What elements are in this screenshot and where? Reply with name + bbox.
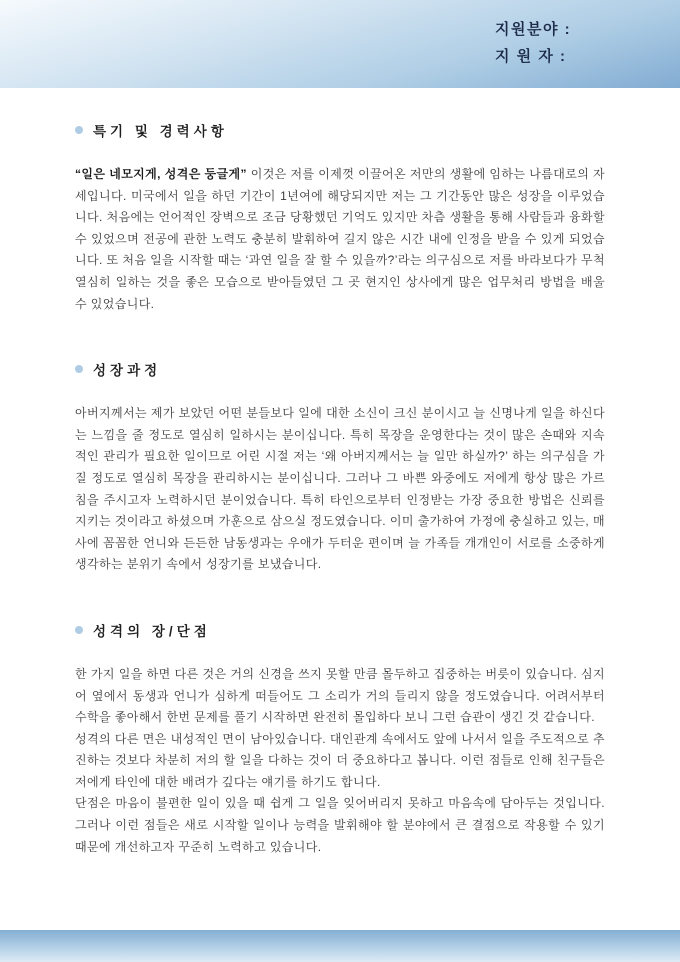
header-labels <box>495 16 571 70</box>
paragraph: 단점은 마음이 불편한 일이 있을 때 쉽게 그 일을 잊어버리지 못하고 마음속에 담아두는 것입니다. 그러나 이런 점들은 새로 시작할 일이나 능력을 발휘해야 할 분야에서 큰 결점으로 작용할 수 있기 때문에 개선하고자 꾸준히 노력하고 있습니다. <box>75 796 605 854</box>
bullet-icon <box>75 126 83 134</box>
section-title: 특기 및 경력사항 <box>93 124 228 139</box>
paragraph-text: 이것은 저를 이제껏 이끌어온 저만의 생활에 임하는 나름대로의 자세입니다. 미국에서 일을 하던 기간이 1년여에 해당되지만 저는 그 기간동안 많은 성장을 이루었습니다. 처음에는 언어적인 장벽으로 조금 당황했던 기억도 있지만 차츰 생활을 통해 사람들과 융화할 수 있었으며 전공에 관한 노력도 충분히 발휘하여 길지 않은 시간 내에 인정을 받을 수 있게 되었습니다. 또 처음 일을 시작할 때는 ‘과연 일을 잘 할 수 있을까?’라는 의구심으로 저를 바라보다가 무척 열심히 일하는 것을 좋은 모습으로 받아들였던 그 곳 현지인 상사에게 많은 업무처리 방법을 배울 수 있었습니다. <box>75 167 605 311</box>
section-growth <box>75 359 605 576</box>
header-applicant-label: 지 원 자 : <box>495 48 567 65</box>
section-title-row <box>75 120 605 140</box>
header-field-label: 지원분야 : <box>495 21 572 38</box>
document-body <box>0 88 680 930</box>
bullet-icon <box>75 626 83 634</box>
footer-band <box>0 930 680 962</box>
section-personality <box>75 620 605 858</box>
section-title: 성격의 장/단점 <box>93 623 211 639</box>
section-title-row <box>75 359 605 379</box>
paragraph: 아버지께서는 제가 보았던 어떤 분들보다 일에 대한 소신이 크신 분이시고 늘 신명나게 일을 하신다는 느낌을 줄 정도로 열심히 일하시는 분이십니다. 특히 목장을 운영한다는 것이 많은 손때와 지속적인 관리가 필요한 일이므로 어린 시절 저는 ‘왜 아버지께서는 늘 일만 하실까?’ 하는 의구심을 가질 정도로 열심히 목장을 관리하시는 분이십니다. 그러나 그 바쁜 와중에도 저에게 항상 많은 가르침을 주시고자 노력하시던 분이었습니다. 특히 타인으로부터 인정받는 가장 중요한 방법은 신뢰를 지키는 것이라고 하셨으며 가훈으로 삼으실 정도였습니다. 이미 출가하여 가정에 충실하고 있는, 매사에 꼼꼼한 언니와 든든한 남동생과는 우애가 두터운 편이며 늘 가족들 개개인이 서로를 소중하게 생각하는 분위기 속에서 성장기를 보냈습니다. <box>75 406 605 572</box>
paragraph <box>75 164 605 315</box>
section-title-row <box>75 620 605 640</box>
section-skills-career <box>75 120 605 315</box>
paragraph: 성격의 다른 면은 내성적인 면이 남아있습니다. 대인관계 속에서도 앞에 나서서 일을 주도적으로 추진하는 것보다 차분히 저의 할 일을 다하는 것이 더 중요하다고 봅니다. 이런 점들로 인해 친구들은 저에게 타인에 대한 배려가 깊다는 얘기를 하기도 합니다. <box>75 731 605 789</box>
header-band <box>0 0 680 88</box>
bullet-icon <box>75 365 83 373</box>
paragraph: 한 가지 일을 하면 다른 것은 거의 신경을 쓰지 못할 만큼 몰두하고 집중하는 버릇이 있습니다. 심지어 옆에서 동생과 언니가 심하게 떠들어도 그 소리가 거의 들리지 않을 정도였습니다. 어려서부터 수학을 좋아해서 한번 문제를 풀기 시작하면 완전히 몰입하다 보니 그런 습관이 생긴 것 같습니다. <box>75 666 605 725</box>
lead-quote: “일은 네모지게, 성격은 둥글게” <box>75 167 247 181</box>
section-title: 성장과정 <box>93 363 162 379</box>
